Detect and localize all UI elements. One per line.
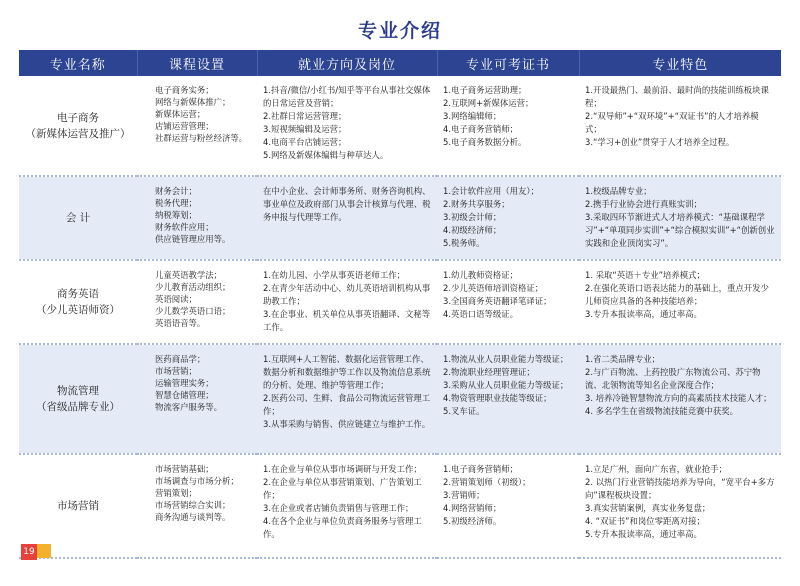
header-major-name: 专业名称 [19,50,137,76]
courses-cell [137,344,257,454]
table-row [19,176,781,260]
certs-cell [437,454,579,558]
major-name-cell [19,176,137,260]
certs-line: 4.网络营销师； [443,503,502,513]
courses-line: 运输管理实务； [155,378,214,388]
features-line: 2. 以热门行业营销技能培养为导向，“宽平台+多方向”课程板块设置； [585,477,775,500]
header-jobs: 就业方向及岗位 [257,50,437,76]
courses-line: 医药商品学； [155,354,206,364]
jobs-line: 3.在企业或者店铺负责销售与管理工作； [263,503,414,513]
header-certificates: 专业可考证书 [437,50,579,76]
courses-line: 网络与新媒体推广； [155,97,231,107]
major-name-line: 商务英语 [57,288,99,300]
jobs-line: 在中小企业、会计师事务所、财务咨询机构、事业单位及政府部门从事会计核算与代理、税务申报与代理等工作。 [263,186,431,222]
features-cell [579,176,781,260]
courses-line: 儿童英语教学法； [155,270,222,280]
certs-line: 2.互联网+新媒体运营； [443,98,534,108]
major-name-line: （少儿英语师资） [36,304,120,316]
jobs-line: 5.网络及新媒体编辑与种草达人。 [263,150,389,160]
courses-line: 纳税筹划； [155,210,197,220]
certs-line: 4.初级经济师； [443,225,502,235]
certs-line: 1.幼儿教师资格证； [443,270,518,280]
certs-line: 1.物流从业人员职业能力等级证； [443,354,569,364]
features-line: 1.省二类品牌专业； [585,354,660,364]
header-courses: 课程设置 [137,50,257,76]
courses-line: 营销策划； [155,488,197,498]
table-row [19,344,781,454]
certs-line: 5.叉车证。 [443,406,485,416]
jobs-line: 3.在企事业、机关单位从事英语翻译、文秘等工作。 [263,309,431,332]
jobs-line: 1.抖音/微信/小红书/知乎等平台从事社交媒体的日常运营及营销； [263,85,431,108]
jobs-cell [257,176,437,260]
courses-line: 市场营销； [155,366,197,376]
features-line: 3.真实营销案例，真实业务复盘； [585,503,711,513]
features-cell [579,76,781,176]
certs-line: 5.电子商务数据分析。 [443,137,527,147]
jobs-line: 2.在青少年活动中心、幼儿英语培训机构从事助教工作； [263,283,431,306]
jobs-line: 3.短视频编辑及运营； [263,124,347,134]
features-line: 2.与广百物流、上药控股广东物流公司、苏宁物流、北领物流等知名企业深度合作； [585,367,761,390]
courses-line: 物流客户服务等。 [155,402,222,412]
major-name-line: 物流管理 [57,385,99,397]
courses-line: 税务代理； [155,198,197,208]
page-number: 19 [21,544,37,560]
courses-line: 新媒体运营； [155,109,206,119]
features-cell [579,260,781,344]
major-name-cell [19,76,137,176]
features-line: 2.“双导师”+“双环境”+“双证书”的人才培养模式； [585,111,759,134]
jobs-line: 4.电商平台店铺运营； [263,137,347,147]
courses-line: 财务软件应用； [155,222,214,232]
certs-line: 1.电子商务营销师； [443,464,518,474]
features-line: 4. “双证书”和岗位零距离对接； [585,516,705,526]
certs-line: 1.电子商务运营助理； [443,85,527,95]
jobs-cell [257,344,437,454]
certs-line: 4.物资管理职业技能等级证； [443,393,552,403]
major-name-cell [19,344,137,454]
certs-line: 3.初级会计师； [443,212,502,222]
courses-cell [137,176,257,260]
features-line: 3. 培养冷链智慧物流方向的高素质技术技能人才； [585,393,772,403]
jobs-line: 2.社群日常运营管理； [263,111,347,121]
certs-line: 5.税务师。 [443,238,485,248]
courses-cell [137,454,257,558]
courses-cell [137,76,257,176]
major-name-cell [19,454,137,558]
major-table [19,50,781,559]
courses-line: 电子商务实务； [155,85,214,95]
courses-line: 供应链管理应用等。 [155,234,231,244]
certs-line: 3.网络编辑师； [443,111,502,121]
page-number-decoration [37,544,51,558]
certs-line: 2.物流职业经理管理证； [443,367,535,377]
jobs-line: 1.在企业与单位从事市场调研与开发工作； [263,464,422,474]
certs-line: 3.采购从业人员职业能力等级证； [443,380,569,390]
courses-line: 市场营销综合实训； [155,500,231,510]
jobs-line: 2.在企业与单位从事营销策划、广告策划工作； [263,477,422,500]
certs-line: 4.英语口语等级证。 [443,309,518,319]
jobs-line: 1.在幼儿园、小学从事英语老师工作； [263,270,405,280]
courses-line: 市场调查与市场分析； [155,476,239,486]
courses-line: 财务会计； [155,186,197,196]
courses-line: 英语阅读； [155,294,197,304]
major-name-line: （新媒体运营及推广） [25,127,131,140]
major-name-line: 会 计 [65,212,91,224]
jobs-cell [257,454,437,558]
features-line: 4. 多名学生在省级物流技能竞赛中获奖。 [585,406,739,416]
features-line: 1.立足广州，面向广东省，就业抢手； [585,464,727,474]
features-line: 1. 采取“英语＋专业”培养模式； [585,270,705,280]
features-line: 3.专升本报读率高，通过率高。 [585,309,702,319]
jobs-cell [257,260,437,344]
major-name-cell [19,260,137,344]
certs-cell [437,260,579,344]
certs-cell [437,76,579,176]
features-line: 5.专升本报读率高，通过率高。 [585,529,702,539]
table-row [19,76,781,176]
features-line: 1.开设最热门、最前沿、最时尚的技能训练板块课程； [585,85,769,108]
header-features: 专业特色 [579,50,781,76]
jobs-line: 3.从事采购与销售、供应链建立与维护工作。 [263,419,431,429]
certs-line: 2.少儿英语师培训资格证； [443,283,544,293]
table-row [19,454,781,558]
certs-line: 2.财务共享服务； [443,199,510,209]
certs-line: 3.全国商务英语翻译笔译证； [443,296,552,306]
jobs-line: 4.在各个企业与单位负责商务服务与管理工作。 [263,516,422,539]
page-title: 专业介绍 [357,20,442,42]
courses-cell [137,260,257,344]
courses-line: 英语语音等。 [155,318,206,328]
certs-line: 4.电子商务营销师； [443,124,518,134]
courses-line: 市场营销基础； [155,464,214,474]
features-cell [579,454,781,558]
certs-cell [437,176,579,260]
features-line: 2.在强化英语口语表达能力的基础上，重点开发少儿师资应具备的各种技能培养； [585,283,769,306]
table-row [19,260,781,344]
features-line: 3.采取四环节渐进式人才培养模式：“基础课程学习”+“单项同步实训”+“综合模拟实训”+“创新创业实践和企业顶岗实习”。 [585,212,775,248]
courses-line: 少儿教育活动组织； [155,282,231,292]
courses-line: 智慧仓储管理； [155,390,214,400]
certs-line: 3.营销师； [443,490,485,500]
major-name-line: 市场营销 [57,500,99,512]
jobs-line: 2.医药公司、生鲜、食品公司物流运营管理工作； [263,393,431,416]
courses-line: 少儿数学英语口语； [155,306,231,316]
jobs-cell [257,76,437,176]
courses-line: 商务沟通与谈判等。 [155,512,231,522]
certs-cell [437,344,579,454]
features-line: 3.“学习+创业”贯穿于人才培养全过程。 [585,137,735,147]
features-cell [579,344,781,454]
features-line: 2.携手行业协会进行真账实训； [585,199,702,209]
courses-line: 社群运营与粉丝经济等。 [155,133,248,143]
major-name-line: （省级品牌专业） [36,401,120,413]
courses-line: 店铺运营管理； [155,121,214,131]
certs-line: 1.会计软件应用（用友）； [443,186,539,196]
certs-line: 5.初级经济师。 [443,516,502,526]
features-line: 1.校级品牌专业； [585,186,652,196]
certs-line: 2.营销策划师（初级）； [443,477,531,487]
major-name-line: 电子商务 [57,111,99,124]
jobs-line: 1.互联网+人工智能、数据化运营管理工作、数据分析和数据维护等工作以及物流信息系统的分析、处理、维护等管理工作； [263,354,431,390]
table-header-row [19,50,781,76]
